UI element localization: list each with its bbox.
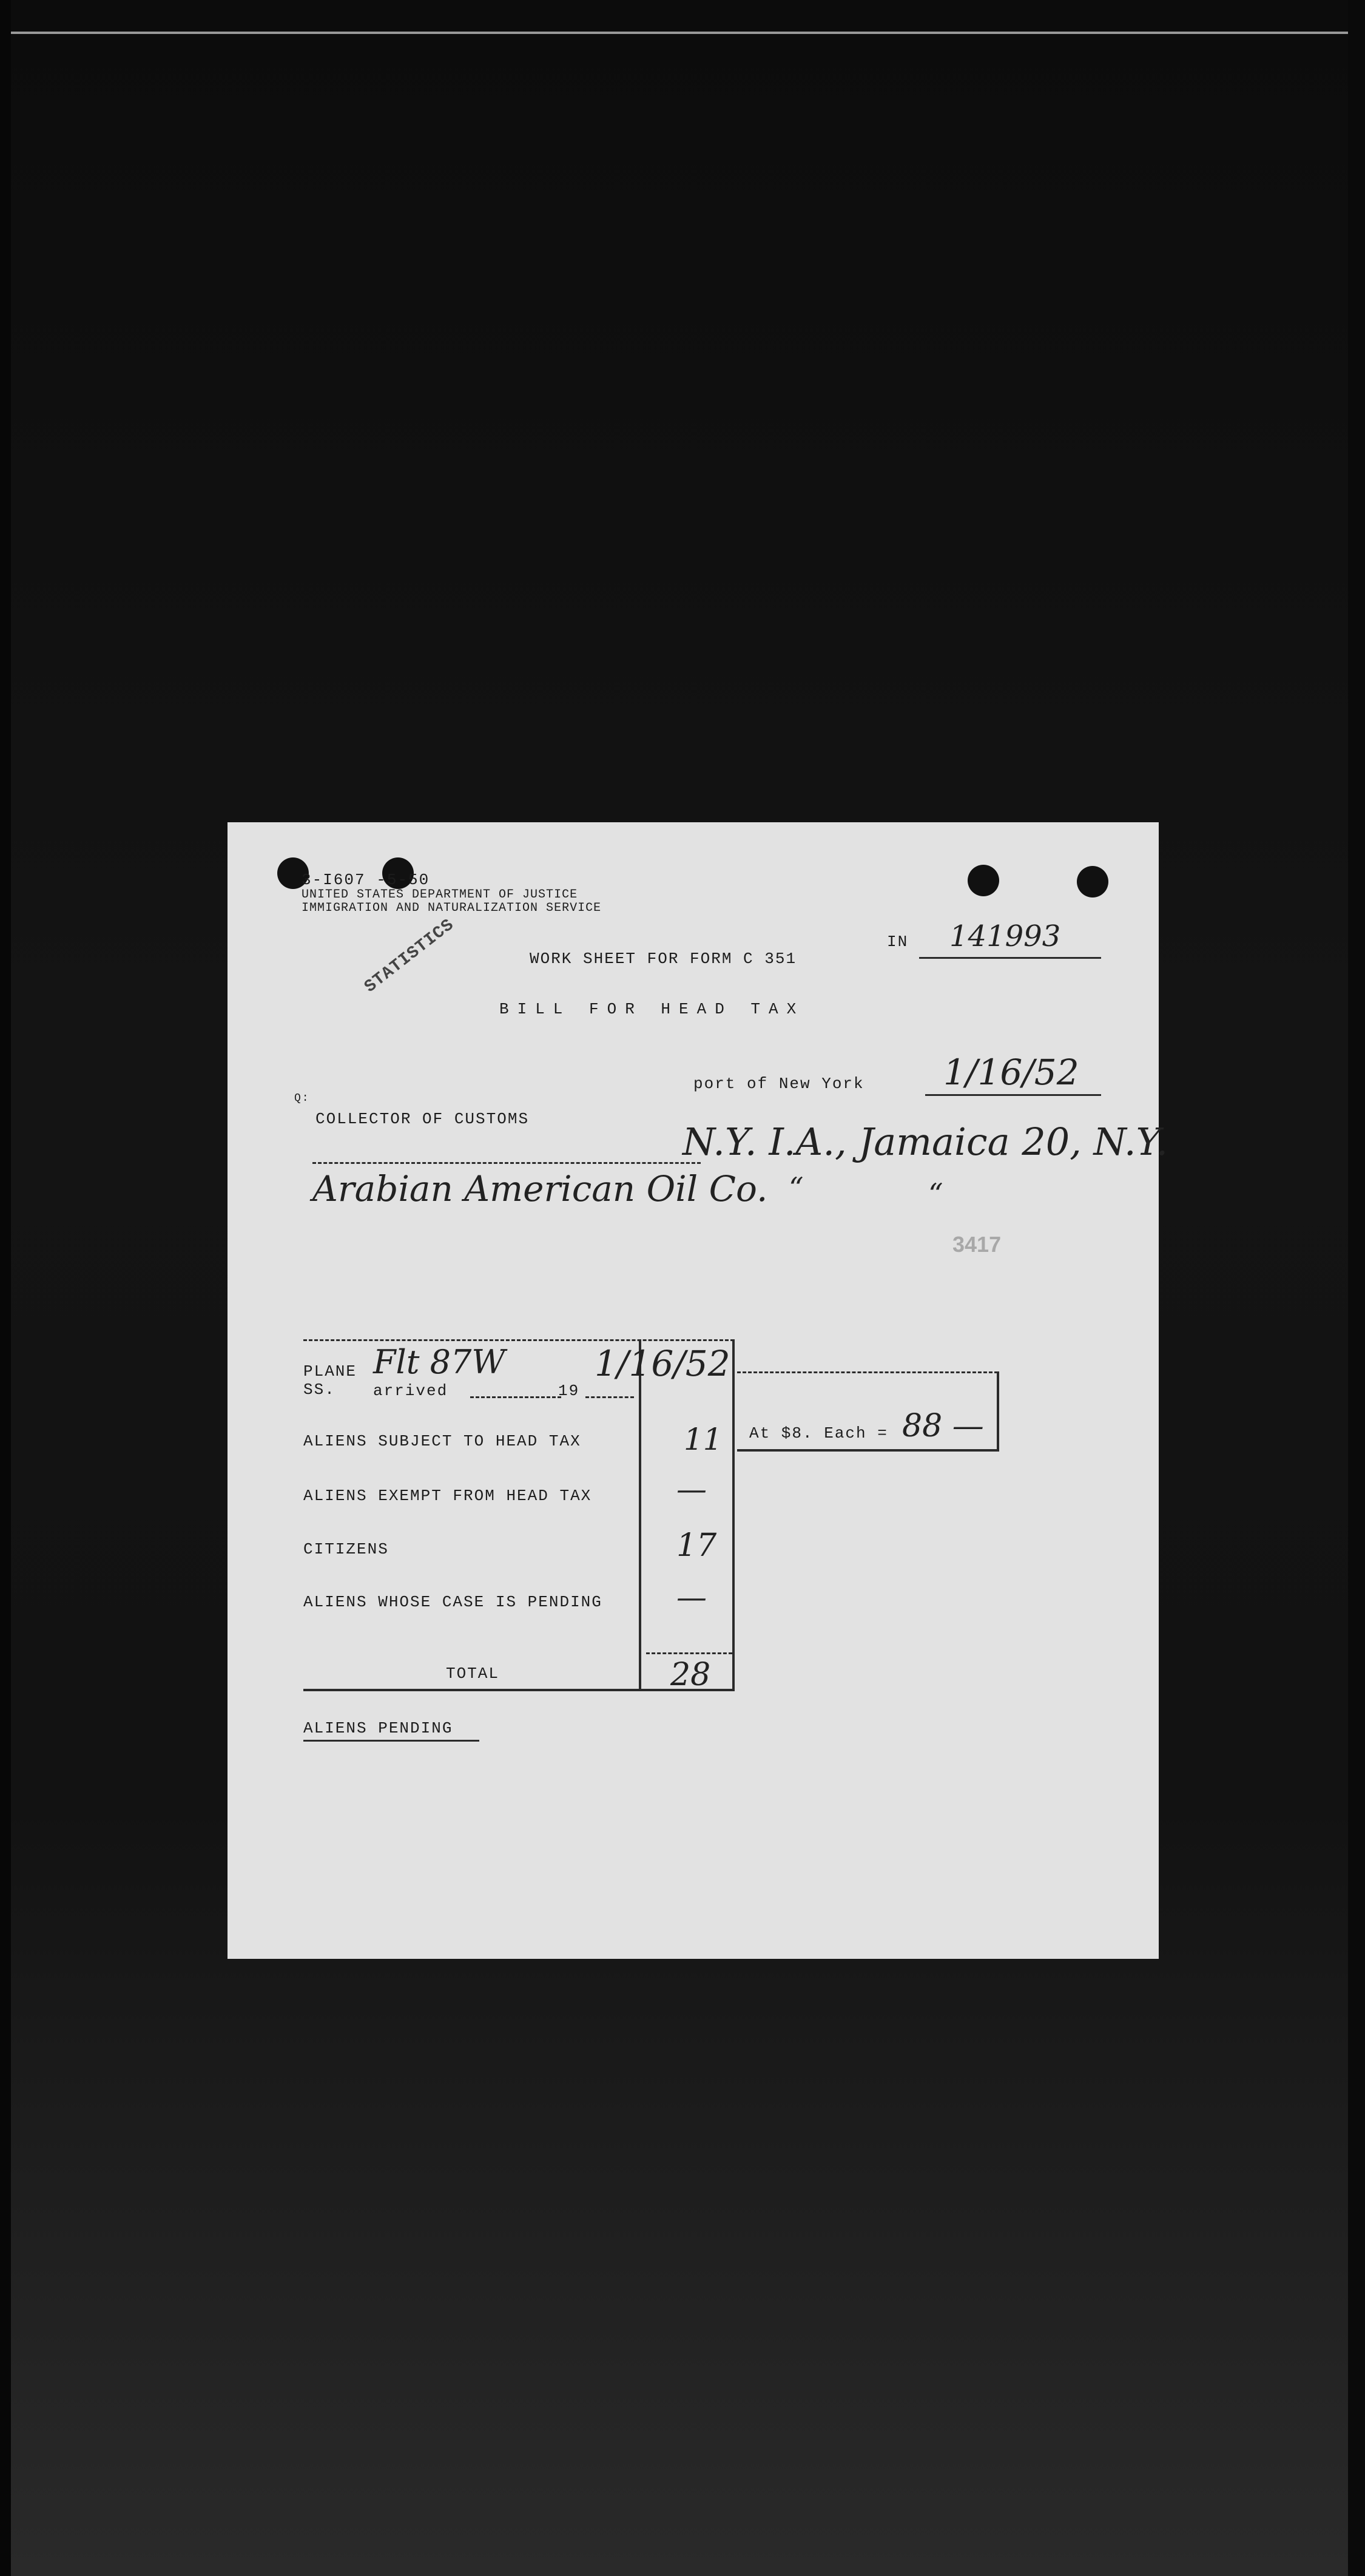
ditto-mark: “ <box>928 1177 943 1211</box>
plane-label: PLANE <box>303 1362 357 1381</box>
ss-label: SS. <box>303 1381 335 1399</box>
faint-serial-number: 3417 <box>952 1232 1002 1257</box>
arrived-line <box>470 1396 561 1398</box>
location-handwritten: N.Y. I.A., Jamaica 20, N.Y. <box>682 1120 1168 1164</box>
arrival-date-handwritten: 1/16/52 <box>595 1343 730 1384</box>
agency-line-1: UNITED STATES DEPARTMENT OF JUSTICE <box>302 888 578 902</box>
rate-box-right <box>997 1371 999 1450</box>
bill-title: BILL FOR HEAD TAX <box>499 1000 805 1018</box>
rate-label: At $8. Each = <box>749 1424 888 1442</box>
port-label: port of New York <box>693 1075 864 1093</box>
rate-box-top <box>737 1371 998 1373</box>
row-label: CITIZENS <box>303 1540 389 1558</box>
flight-handwritten: Flt 87W <box>373 1343 505 1381</box>
total-line <box>646 1652 732 1654</box>
film-top-line <box>0 32 1365 34</box>
date-underline <box>925 1094 1101 1096</box>
total-label: TOTAL <box>446 1665 500 1683</box>
aliens-pending-underline <box>303 1740 479 1742</box>
row-value: — <box>676 1472 707 1507</box>
table-right-edge <box>732 1339 735 1690</box>
company-handwritten: Arabian American Oil Co. <box>312 1168 768 1209</box>
row-value: — <box>676 1580 707 1615</box>
form-number: 3-I607 -5-50 <box>302 871 430 889</box>
collector-label: COLLECTOR OF CUSTOMS <box>315 1110 530 1128</box>
worksheet-title: WORK SHEET FOR FORM C 351 <box>530 950 797 968</box>
in-label: IN <box>887 933 909 951</box>
row-value: 11 <box>684 1422 723 1457</box>
total-value: 28 <box>670 1657 711 1693</box>
film-edge-right <box>1348 0 1365 2576</box>
film-edge-left <box>0 0 11 2576</box>
agency-line-2: IMMIGRATION AND NATURALIZATION SERVICE <box>302 901 602 915</box>
table-top-line <box>303 1339 734 1341</box>
punch-hole-icon <box>1077 866 1108 898</box>
row-label: ALIENS SUBJECT TO HEAD TAX <box>303 1432 581 1450</box>
ditto-mark: “ <box>789 1171 804 1205</box>
row-label: ALIENS WHOSE CASE IS PENDING <box>303 1593 602 1611</box>
year-prefix: 19 <box>558 1382 580 1400</box>
statistics-stamp: STATISTICS <box>361 915 458 997</box>
rate-value: 88 — <box>902 1408 984 1444</box>
punch-hole-icon <box>968 865 999 896</box>
year-line <box>585 1396 634 1398</box>
aliens-pending-label: ALIENS PENDING <box>303 1719 453 1737</box>
table-divider <box>639 1339 641 1690</box>
in-underline <box>919 957 1101 959</box>
row-label: ALIENS EXEMPT FROM HEAD TAX <box>303 1487 592 1505</box>
row-value: 17 <box>676 1527 717 1564</box>
to-prefix: Q: <box>294 1092 310 1104</box>
bill-date: 1/16/52 <box>943 1052 1079 1093</box>
address-line <box>312 1162 701 1164</box>
rate-box-bottom <box>737 1449 999 1452</box>
head-tax-worksheet-document <box>228 822 1168 1959</box>
in-number: 141993 <box>949 919 1061 953</box>
arrived-label: arrived <box>373 1382 448 1400</box>
